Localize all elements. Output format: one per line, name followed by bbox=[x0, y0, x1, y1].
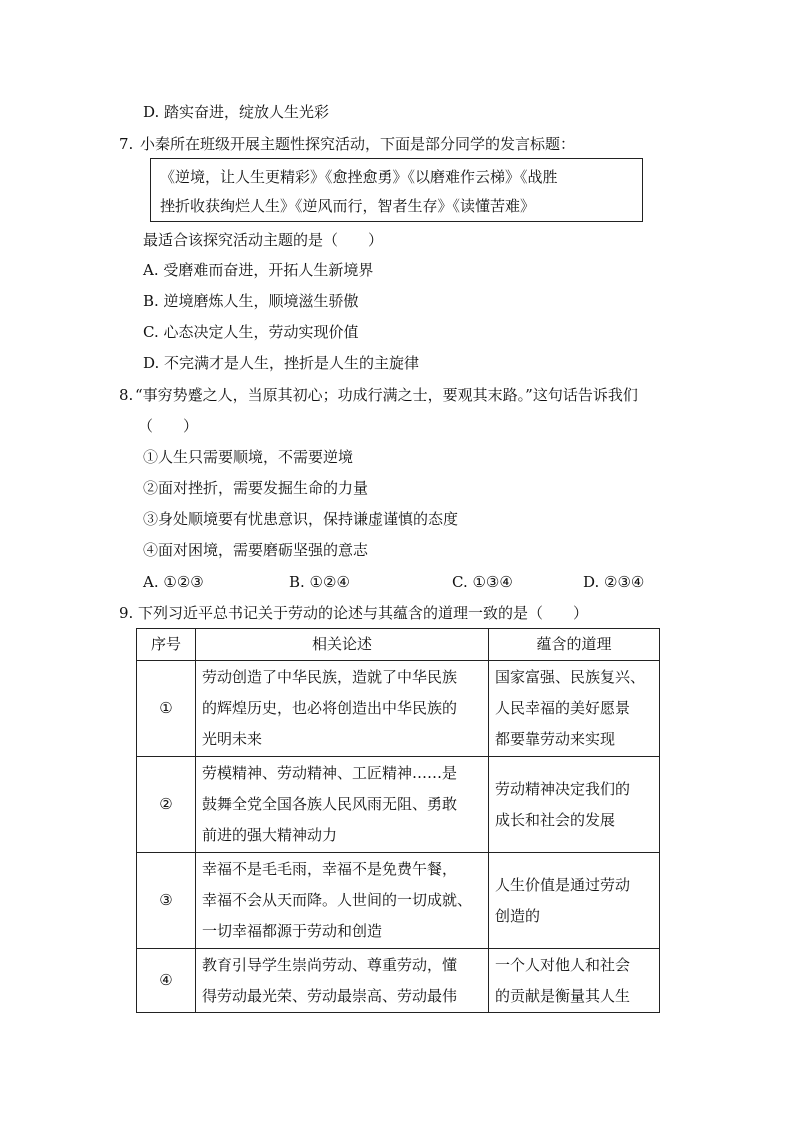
q7-option-b: B. 逆境磨炼人生，顺境滋生骄傲 bbox=[143, 292, 359, 310]
row-number: ④ bbox=[137, 949, 196, 1013]
q9-number: 9. bbox=[119, 604, 134, 622]
row-principle: 国家富强、民族复兴、 人民幸福的美好愿景 都要靠劳动来实现 bbox=[489, 661, 660, 757]
q8-statement-3: ③身处顺境要有忧患意识，保持谦虚谨慎的态度 bbox=[143, 510, 459, 528]
header-principle: 蕴含的道理 bbox=[489, 629, 660, 661]
table-row bbox=[137, 853, 660, 949]
row-principle: 劳动精神决定我们的 成长和社会的发展 bbox=[489, 757, 660, 853]
row-statement: 劳模精神、劳动精神、工匠精神……是 鼓舞全党全国各族人民风雨无阻、勇敢 前进的强大精神动力 bbox=[196, 757, 489, 853]
header-statement: 相关论述 bbox=[196, 629, 489, 661]
q7-stem: 小秦所在班级开展主题性探究活动，下面是部分同学的发言标题： bbox=[140, 135, 576, 153]
row-principle: 人生价值是通过劳动 创造的 bbox=[489, 853, 660, 949]
row-statement: 幸福不是毛毛雨，幸福不是免费午餐， 幸福不会从天而降。人世间的一切成就、 一切幸福都源于劳动和创造 bbox=[196, 853, 489, 949]
q6-option-d: D. 踏实奋进，绽放人生光彩 bbox=[143, 103, 330, 121]
row-number: ① bbox=[137, 661, 196, 757]
q9-table bbox=[136, 628, 660, 1013]
q8-number: 8. bbox=[119, 386, 134, 404]
row-statement: 教育引导学生崇尚劳动、尊重劳动，懂 得劳动最光荣、劳动最崇高、劳动最伟 bbox=[196, 949, 489, 1013]
table-row bbox=[137, 949, 660, 1013]
q7-option-d: D. 不完满才是人生，挫折是人生的主旋律 bbox=[143, 354, 420, 372]
q7-option-a: A. 受磨难而奋进，开拓人生新境界 bbox=[143, 261, 374, 279]
q7-question: 最适合该探究活动主题的是（ ） bbox=[143, 231, 384, 249]
q7-number: 7. bbox=[119, 135, 134, 153]
row-number: ③ bbox=[137, 853, 196, 949]
row-statement: 劳动创造了中华民族，造就了中华民族 的辉煌历史，也必将创造出中华民族的 光明未来 bbox=[196, 661, 489, 757]
row-number: ② bbox=[137, 757, 196, 853]
q8-option-a: A. ①②③ bbox=[143, 573, 204, 591]
table-header-row bbox=[137, 629, 660, 661]
q7-option-c: C. 心态决定人生，劳动实现价值 bbox=[143, 323, 359, 341]
q8-statement-4: ④面对困境，需要磨砺坚强的意志 bbox=[143, 541, 369, 559]
q8-option-c: C. ①③④ bbox=[452, 573, 513, 591]
q8-statement-2: ②面对挫折，需要发掘生命的力量 bbox=[143, 479, 369, 497]
q8-stem: “事穷势蹙之人，当原其初心；功成行满之士，要观其末路。”这句话告诉我们 bbox=[135, 386, 638, 404]
row-principle: 一个人对他人和社会 的贡献是衡量其人生 bbox=[489, 949, 660, 1013]
header-number: 序号 bbox=[137, 629, 196, 661]
q7-box-line-1: 《逆境，让人生更精彩》《愈挫愈勇》《以磨难作云梯》《战胜 bbox=[160, 168, 558, 186]
q8-statement-1: ①人生只需要顺境，不需要逆境 bbox=[143, 448, 354, 466]
q8-option-b: B. ①②④ bbox=[289, 573, 350, 591]
q8-option-d: D. ②③④ bbox=[583, 573, 645, 591]
table-row bbox=[137, 661, 660, 757]
q7-box-line-2: 挫折收获绚烂人生》《逆风而行，智者生存》《读懂苦难》 bbox=[160, 197, 536, 215]
table-row bbox=[137, 757, 660, 853]
q7-titles-box bbox=[150, 158, 643, 222]
q8-paren: （ ） bbox=[138, 417, 199, 435]
q9-stem: 下列习近平总书记关于劳动的论述与其蕴含的道理一致的是（ ） bbox=[138, 604, 589, 622]
